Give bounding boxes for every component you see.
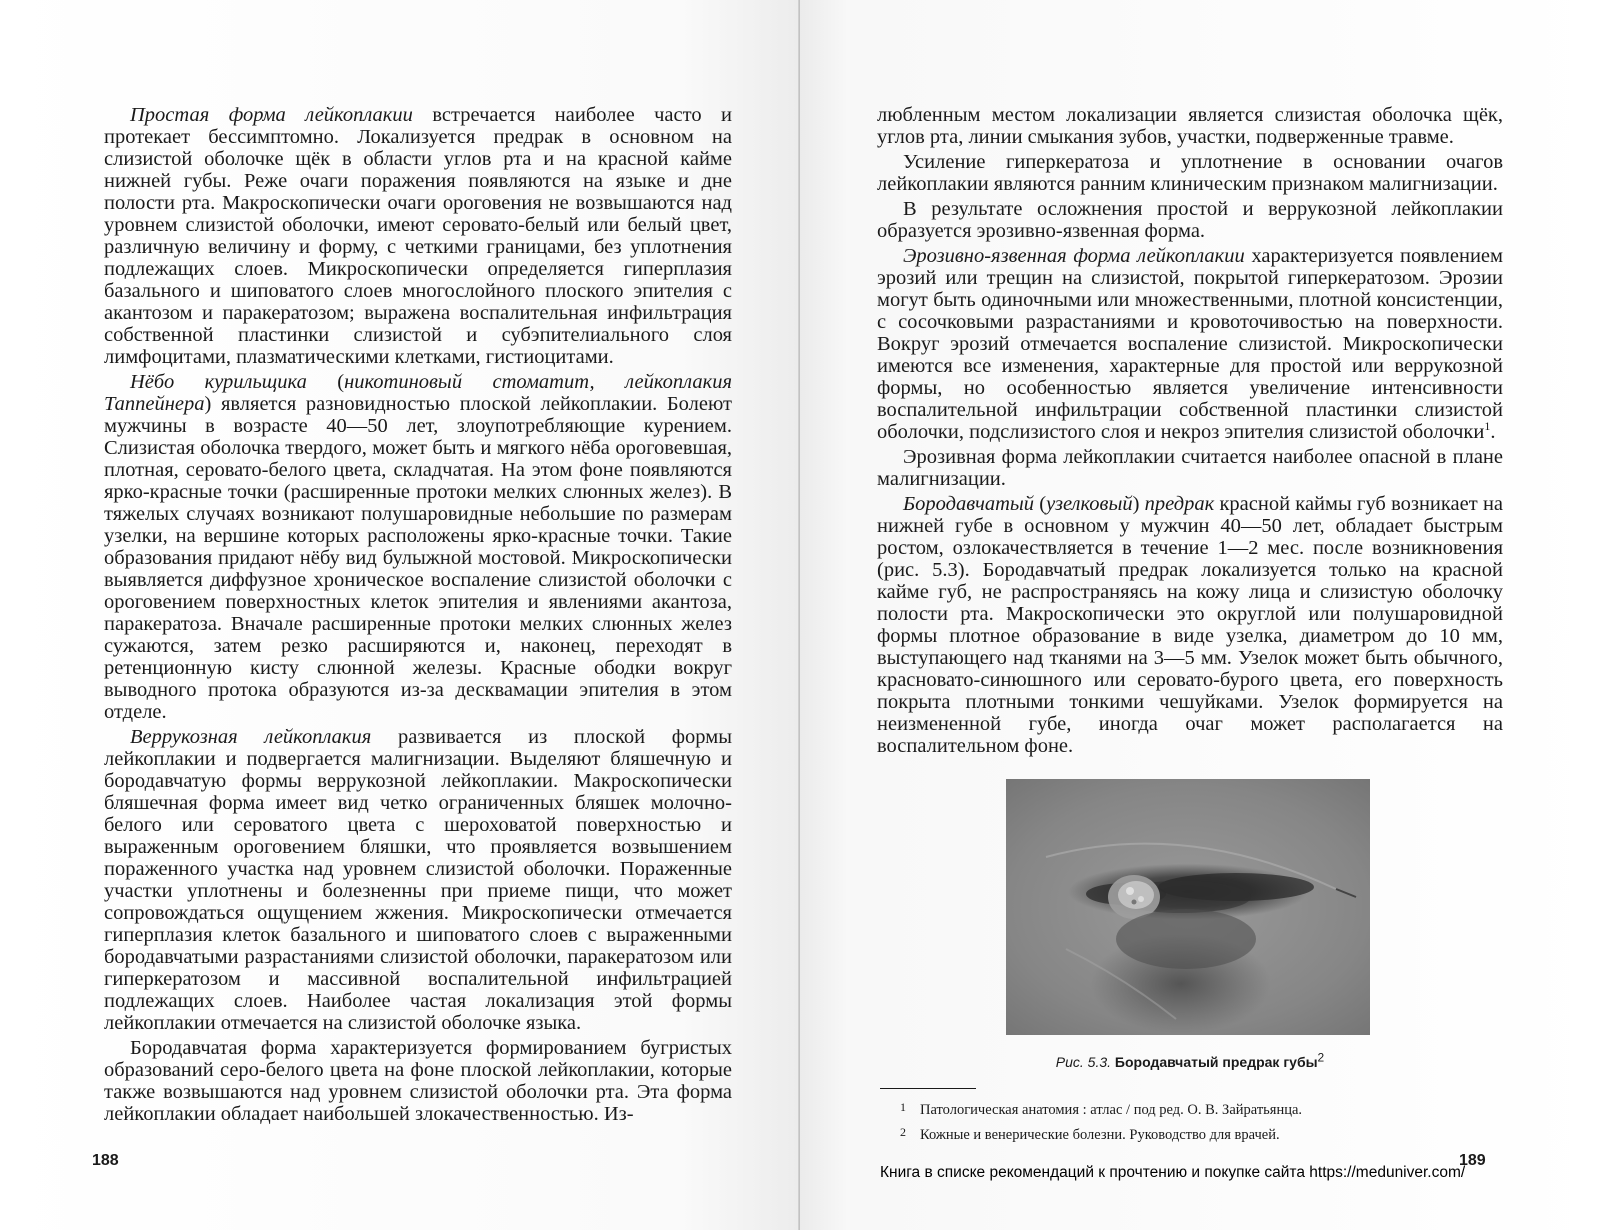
body-paragraph bbox=[104, 371, 732, 723]
footnote-number: 1 bbox=[900, 1100, 906, 1114]
site-watermark-text: Книга в списке рекомендаций к прочтению и покупке сайта https://meduniver.com/ bbox=[880, 1164, 1466, 1181]
body-paragraph bbox=[877, 198, 1503, 242]
left-page-text bbox=[104, 104, 732, 1128]
italic-term: Веррукозная лейкоплакия bbox=[130, 726, 372, 748]
body-paragraph bbox=[877, 104, 1503, 148]
body-paragraph bbox=[877, 245, 1503, 443]
figure-caption bbox=[1000, 1050, 1380, 1070]
footnotes bbox=[900, 1096, 1460, 1146]
body-paragraph bbox=[104, 104, 732, 368]
footnote-reference: 1 bbox=[1484, 419, 1491, 434]
body-paragraph bbox=[877, 151, 1503, 195]
right-page-number: 189 bbox=[1459, 1152, 1486, 1169]
footnote-number: 2 bbox=[900, 1125, 906, 1139]
footnote-rule bbox=[880, 1088, 976, 1089]
italic-term: Бородавчатый bbox=[903, 493, 1035, 515]
paragraph-text: красной каймы губ возникает на нижней губе в основном у мужчин 40—50 лет, обладает быстрым ростом, озлокачествляется в течение 1—2 мес. после возникновения (рис. 5.3). Бородавчатый предрак локализуется только на красной кайме губ, не распространяясь на кожу лица и слизистую оболочку полости рта. Макроскопически это округлой или полушаровидной формы плотное образование в виде узелка, диаметром до 10 мм, выступающего над тканями на 3—5 мм. Узелок может быть обычного, красновато-синюшного или серовато-бурого цвета, его поверхность покрыта плотными тонкими чешуйками. Узелок формируется на неизмененной губе, иногда очаг может располагается на воспалительном фоне. bbox=[877, 493, 1504, 757]
paragraph-text: характеризуется появлением эрозий или трещин на слизистой, покрытой гиперкератозом. Эрозии могут быть одиночными или множественными, плотной консистенции, с сосочковыми разрастаниями и кровоточивостью на поверхности. Вокруг эрозий отмечается воспаление слизистой. Микроскопически имеются все изменения, характерные для простой или веррукозной формы, но особенностью является увеличение интенсивности воспалительной инфильтрации собственной пластинки слизистой оболочки, подслизистого слоя и некроз эпителия слизистой оболочки bbox=[877, 245, 1503, 443]
paragraph-text: любленным местом локализации является слизистая оболочка щёк, углов рта, линии смыкания зубов, участки, подверженные травме. bbox=[877, 104, 1503, 148]
italic-term: Эрозивно-язвенная форма лейкоплакии bbox=[903, 245, 1245, 267]
footnote-text: Патологическая анатомия : атлас / под ред. О. В. Зайратьянца. bbox=[920, 1102, 1303, 1118]
paragraph-text: Эрозивная форма лейкоплакии считается наиболее опасной в плане малигнизации. bbox=[877, 446, 1503, 490]
footnote-2 bbox=[900, 1121, 1460, 1146]
italic-term: предрак bbox=[1144, 493, 1215, 515]
footnote-1 bbox=[900, 1096, 1460, 1121]
paragraph-text: ( bbox=[306, 371, 345, 393]
paragraph-text: . bbox=[1490, 421, 1496, 443]
paragraph-text: развивается из плоской формы лейкоплакии и подвергается малигнизации. Выделяют бляшечную и бородавчатую формы веррукозной лейкоплакии. Макроскопически бляшечная форма имеет вид четко ограниченных бляшек молочно-белого или сероватого цвета с шероховатой поверхностью и выраженным ороговением бляшки, что проявляется возвышением пораженного участка над уровнем слизистой оболочки. Пораженные участки уплотнены и болезненны при приеме пищи, что может сопровождаться ощущением жжения. Микроскопически отмечается гиперплазия клеток базального и шиповатого слоев с выраженными бородавчатыми разрастаниями слизистой оболочки, паракератозом или гиперкератозом и массивной воспалительной инфильтрацией подлежащих слоев. Наиболее частая локализация этой формы лейкоплакии отмечается на слизистой оболочке языка. bbox=[104, 726, 732, 1034]
lip-photo-figure bbox=[1006, 779, 1370, 1035]
paragraph-text: В результате осложнения простой и веррукозной лейкоплакии образуется эрозивно-язвенная форма. bbox=[877, 198, 1503, 242]
italic-term: узелковый bbox=[1046, 493, 1133, 515]
left-page-number: 188 bbox=[92, 1152, 119, 1169]
paragraph-text: ) bbox=[1132, 493, 1145, 515]
paragraph-text: Усиление гиперкератоза и уплотнение в основании очагов лейкоплакии являются ранним клиническим признаком малигнизации. bbox=[877, 151, 1503, 195]
figure-caption-title: Бородавчатый предрак губы bbox=[1114, 1054, 1318, 1070]
footnote-text: Кожные и венерические болезни. Руководство для врачей. bbox=[920, 1127, 1280, 1143]
right-page-text bbox=[877, 104, 1503, 760]
paragraph-text: ) является разновидностью плоской лейкоплакии. Болеют мужчины в возрасте 40—50 лет, злоупотребляющие курением. Слизистая оболочка твердого, может быть и мягкого нёба ороговевшая, плотная, серовато-белого цвета, складчатая. На этом фоне появляются ярко-красные точки (расширенные протоки мелких слюнных желез). В тяжелых случаях возникают полушаровидные небольшие по размерам узелки, на вершине которых расположены ярко-красные точки. Такие образования придают нёбу вид булыжной мостовой. Микроскопически выявляется диффузное хроническое воспаление слизистой оболочки с ороговением поверхностных клеток эпителия и явлениями акантоза, паракератоза. Вначале расширенные протоки мелких слюнных желез сужаются, затем резко расширяются и, наконец, переходят в ретенционную кисту слюнной железы. Красные ободки вокруг выводного протока образуются из-за десквамации эпителия в этом отделе. bbox=[104, 393, 732, 723]
body-paragraph bbox=[104, 1037, 732, 1125]
paragraph-text: встречается наиболее часто и протекает бессимптомно. Локализуется предрак в основном на слизистой оболочке щёк в области углов рта и на красной кайме нижней губы. Реже очаги поражения появляются на языке и дне полости рта. Макроскопически очаги ороговения не возвышаются над уровнем слизистой оболочки, имеют серовато-белый или белый цвет, различную величину и форму, с четкими границами, без уплотнения подлежащих слоев. Микроскопически определяется гиперплазия базального и шиповатого слоев многослойного плоского эпителия с акантозом и паракератозом; выражена воспалительная инфильтрация собственной пластинки слизистой и субэпителиального слоя лимфоцитами, плазматическими клетками, гистиоцитами. bbox=[104, 104, 733, 368]
figure-caption-label: Рис. 5.3. bbox=[1055, 1054, 1112, 1070]
italic-term: Простая форма лейкоплакии bbox=[130, 104, 413, 126]
lip-photo-illustration bbox=[1006, 779, 1370, 1035]
paragraph-text: Бородавчатая форма характеризуется формированием бугристых образований серо-белого цвета на фоне плоской лейкоплакии, которые также возвышаются над уровнем слизистой оболочки рта. Эта форма лейкоплакии обладает наибольшей злокачественностью. Из- bbox=[104, 1037, 732, 1125]
paragraph-text: ( bbox=[1034, 493, 1047, 515]
italic-term: Нёбо курильщика bbox=[130, 371, 307, 393]
body-paragraph bbox=[877, 493, 1503, 757]
figure-caption-footnote-ref: 2 bbox=[1317, 1050, 1325, 1065]
italic-term: никотиновый стоматит, лейкоплакия Таппейнера bbox=[104, 371, 732, 415]
body-paragraph bbox=[104, 726, 732, 1034]
body-paragraph bbox=[877, 446, 1503, 490]
